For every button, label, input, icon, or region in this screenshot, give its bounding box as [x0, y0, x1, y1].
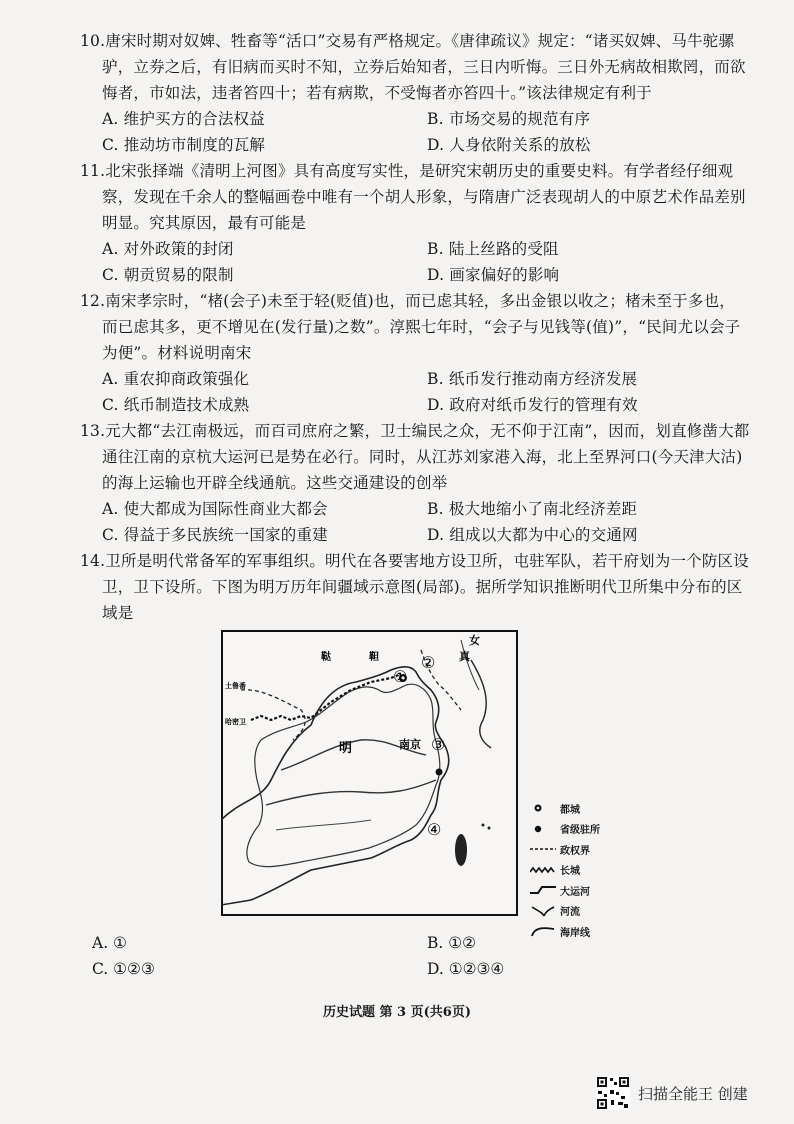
legend-river: 河流: [530, 901, 600, 922]
question-13: [80, 418, 750, 548]
scanner-label: 扫描全能王 创建: [638, 1084, 748, 1103]
provincial-seat-icon: [530, 823, 556, 835]
question-14-options: [92, 930, 732, 982]
question-14-stem: 14.卫所是明代常备军的军事组织。明代在各要害地方设卫所，屯驻军队，若干府划为一个防区设卫，卫下设所。下图为明万历年间疆域示意图(局部)。据所学知识推断明代卫所集中分布的区域是: [80, 552, 749, 622]
option-a[interactable]: A. 对外政策的封闭: [102, 240, 234, 258]
ming-territory-map: [221, 630, 518, 916]
option-d[interactable]: D. 画家偏好的影响: [427, 266, 560, 284]
scanner-watermark: [596, 1076, 748, 1110]
option-c[interactable]: C. ①②③: [92, 960, 155, 978]
option-b[interactable]: B. 极大地缩小了南北经济差距: [427, 500, 638, 518]
option-d[interactable]: D. ①②③④: [427, 960, 505, 978]
map-marker-3: ③: [431, 735, 446, 754]
map-label-tufan: 土鲁番: [225, 682, 246, 690]
question-12: [80, 288, 750, 418]
map-marker-1: ①: [393, 667, 408, 686]
border-line-icon: [530, 843, 556, 855]
map-label-zhen: 真: [459, 650, 470, 663]
map-label-hami: 哈密卫: [225, 718, 246, 726]
map-label-jing: 靼: [369, 652, 379, 663]
map-label-ming: 明: [339, 741, 353, 756]
question-11-stem: 11.北宋张择端《清明上河图》具有高度写实性，是研究宋朝历史的重要史料。有学者经仔细观察，发现在千余人的整幅画卷中唯有一个胡人形象，与隋唐广泛表现胡人的中原艺术作品差别明显。究其原因，最有可能是: [80, 162, 746, 232]
canal-icon: [530, 884, 556, 896]
question-13-stem: 13.元大都“去江南极远，而百司庶府之繁，卫士编民之众，无不仰于江南”，因而，划直修凿大都通往江南的京杭大运河已是势在必行。同时，从江苏刘家港入海，北上至界河口(今天津大沽)的海上运输也开辟全线通航。这些交通建设的创举: [80, 422, 750, 492]
question-12-options: [80, 366, 750, 418]
question-10-stem: 10.唐宋时期对奴婢、牲畜等“活口”交易有严格规定。《唐律疏议》规定：“诸买奴婢、马牛驼骡驴，立券之后，有旧病而买时不知，立券后始知者，三日内听悔。三日外无病故相欺罔，而欲悔者，市如法，违者笞四十；若有病欺，不受悔者亦笞四十。”该法律规定有利于: [80, 32, 746, 102]
option-a[interactable]: A. 维护买方的合法权益: [102, 110, 265, 128]
question-10: [80, 28, 750, 158]
option-a[interactable]: A. 重农抑商政策强化: [102, 370, 250, 388]
qr-code-icon: [596, 1076, 630, 1110]
map-marker-2: ②: [421, 653, 436, 672]
option-a[interactable]: A. ①: [92, 934, 127, 952]
question-14: [80, 548, 750, 626]
legend-border: 政权界: [530, 839, 600, 860]
legend-wall: 长城: [530, 860, 600, 881]
question-11: [80, 158, 750, 288]
legend-canal: 大运河: [530, 880, 600, 901]
option-c[interactable]: C. 纸币制造技术成熟: [102, 396, 250, 414]
map-label-dada: 鞑: [321, 652, 331, 663]
legend-provincial: 省级驻所: [530, 819, 600, 840]
option-d[interactable]: D. 政府对纸币发行的管理有效: [427, 396, 638, 414]
great-wall-icon: [530, 864, 556, 876]
river-icon: [530, 905, 556, 917]
question-12-stem: 12.南宋孝宗时，“楮(会子)未至于轻(贬值)也，而已虑其轻，多出金银以收之；楮未至于多也，而已虑其多，更不增见在(发行量)之数”。淳熙七年时，“会子与见钱等(值)”，“民间尤以会子为便”。材料说明南宋: [80, 292, 741, 362]
capital-icon: [530, 802, 556, 814]
question-11-options: [80, 236, 750, 288]
question-13-options: [80, 496, 750, 548]
option-c[interactable]: C. 得益于多民族统一国家的重建: [102, 526, 328, 544]
option-a[interactable]: A. 使大都成为国际性商业大都会: [102, 500, 328, 518]
option-d[interactable]: D. 人身依附关系的放松: [427, 136, 591, 154]
option-b[interactable]: B. ①②: [427, 934, 477, 952]
map-legend: [530, 798, 600, 942]
page-footer: 历史试题 第 3 页(共6页): [323, 1005, 471, 1020]
map-label-nu: 女: [469, 634, 480, 647]
option-c[interactable]: C. 推动坊市制度的瓦解: [102, 136, 266, 154]
legend-capital: 都城: [530, 798, 600, 819]
legend-coast: 海岸线: [530, 921, 600, 942]
option-c[interactable]: C. 朝贡贸易的限制: [102, 266, 234, 284]
option-b[interactable]: B. 陆上丝路的受阻: [427, 240, 559, 258]
map-marker-4: ④: [427, 820, 442, 839]
question-10-options: [80, 106, 750, 158]
map-label-nanjing: 南京: [399, 738, 421, 751]
option-d[interactable]: D. 组成以大都为中心的交通网: [427, 526, 638, 544]
option-b[interactable]: B. 市场交易的规范有序: [427, 110, 591, 128]
option-b[interactable]: B. 纸币发行推动南方经济发展: [427, 370, 638, 388]
